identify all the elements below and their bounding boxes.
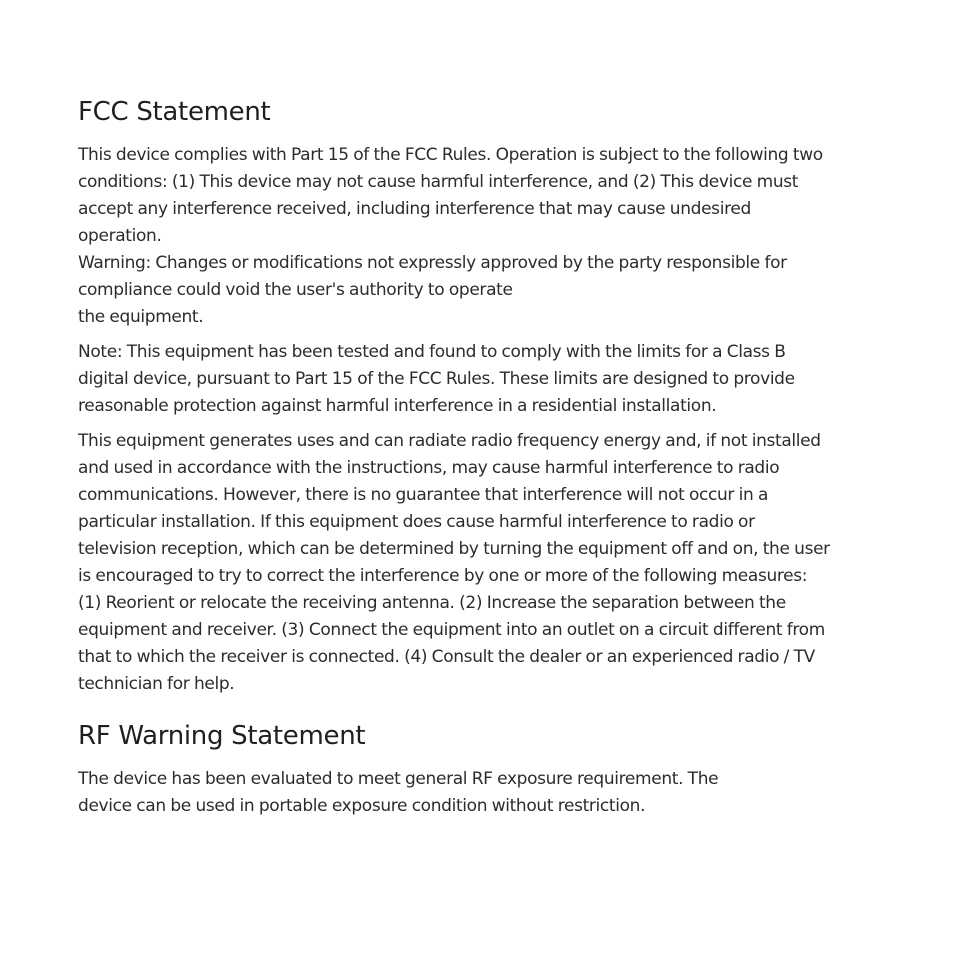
- text-line: Warning: Changes or modifications not expressly approved by the party responsible for: [78, 253, 787, 273]
- text-line: particular installation. If this equipment does cause harmful interference to radio or: [78, 512, 755, 532]
- text-line: compliance could void the user's authority to operate: [78, 280, 513, 300]
- rf-warning-heading: RF Warning Statement: [78, 721, 366, 751]
- text-line: This equipment generates uses and can radiate radio frequency energy and, if not installed: [78, 431, 821, 451]
- text-line: device can be used in portable exposure condition without restriction.: [78, 796, 646, 816]
- fcc-statement-heading: FCC Statement: [78, 97, 271, 127]
- text-line: Note: This equipment has been tested and found to comply with the limits for a Class B: [78, 342, 786, 362]
- text-line: communications. However, there is no guarantee that interference will not occur in a: [78, 485, 769, 505]
- text-line: The device has been evaluated to meet general RF exposure requirement. The: [78, 769, 719, 789]
- text-line: is encouraged to try to correct the interference by one or more of the following measures:: [78, 566, 808, 586]
- text-line: digital device, pursuant to Part 15 of the FCC Rules. These limits are designed to provide: [78, 369, 795, 389]
- rf-exposure-paragraph: [78, 766, 950, 820]
- fcc-compliance-paragraph: [78, 142, 950, 331]
- text-line: television reception, which can be determined by turning the equipment off and on, the user: [78, 539, 830, 559]
- text-line: operation.: [78, 226, 162, 246]
- text-line: that to which the receiver is connected. (4) Consult the dealer or an experienced radio / TV: [78, 647, 815, 667]
- text-line: conditions: (1) This device may not cause harmful interference, and (2) This device must: [78, 172, 799, 192]
- text-line: reasonable protection against harmful interference in a residential installation.: [78, 396, 717, 416]
- document-page: [78, 96, 950, 820]
- text-line: the equipment.: [78, 307, 204, 327]
- text-line: This device complies with Part 15 of the FCC Rules. Operation is subject to the following two: [78, 145, 823, 165]
- text-line: equipment and receiver. (3) Connect the equipment into an outlet on a circuit different from: [78, 620, 825, 640]
- text-line: (1) Reorient or relocate the receiving antenna. (2) Increase the separation between the: [78, 593, 786, 613]
- text-line: technician for help.: [78, 674, 235, 694]
- text-line: accept any interference received, including interference that may cause undesired: [78, 199, 751, 219]
- fcc-interference-paragraph: [78, 428, 950, 698]
- text-line: and used in accordance with the instructions, may cause harmful interference to radio: [78, 458, 780, 478]
- fcc-note-paragraph: [78, 339, 950, 420]
